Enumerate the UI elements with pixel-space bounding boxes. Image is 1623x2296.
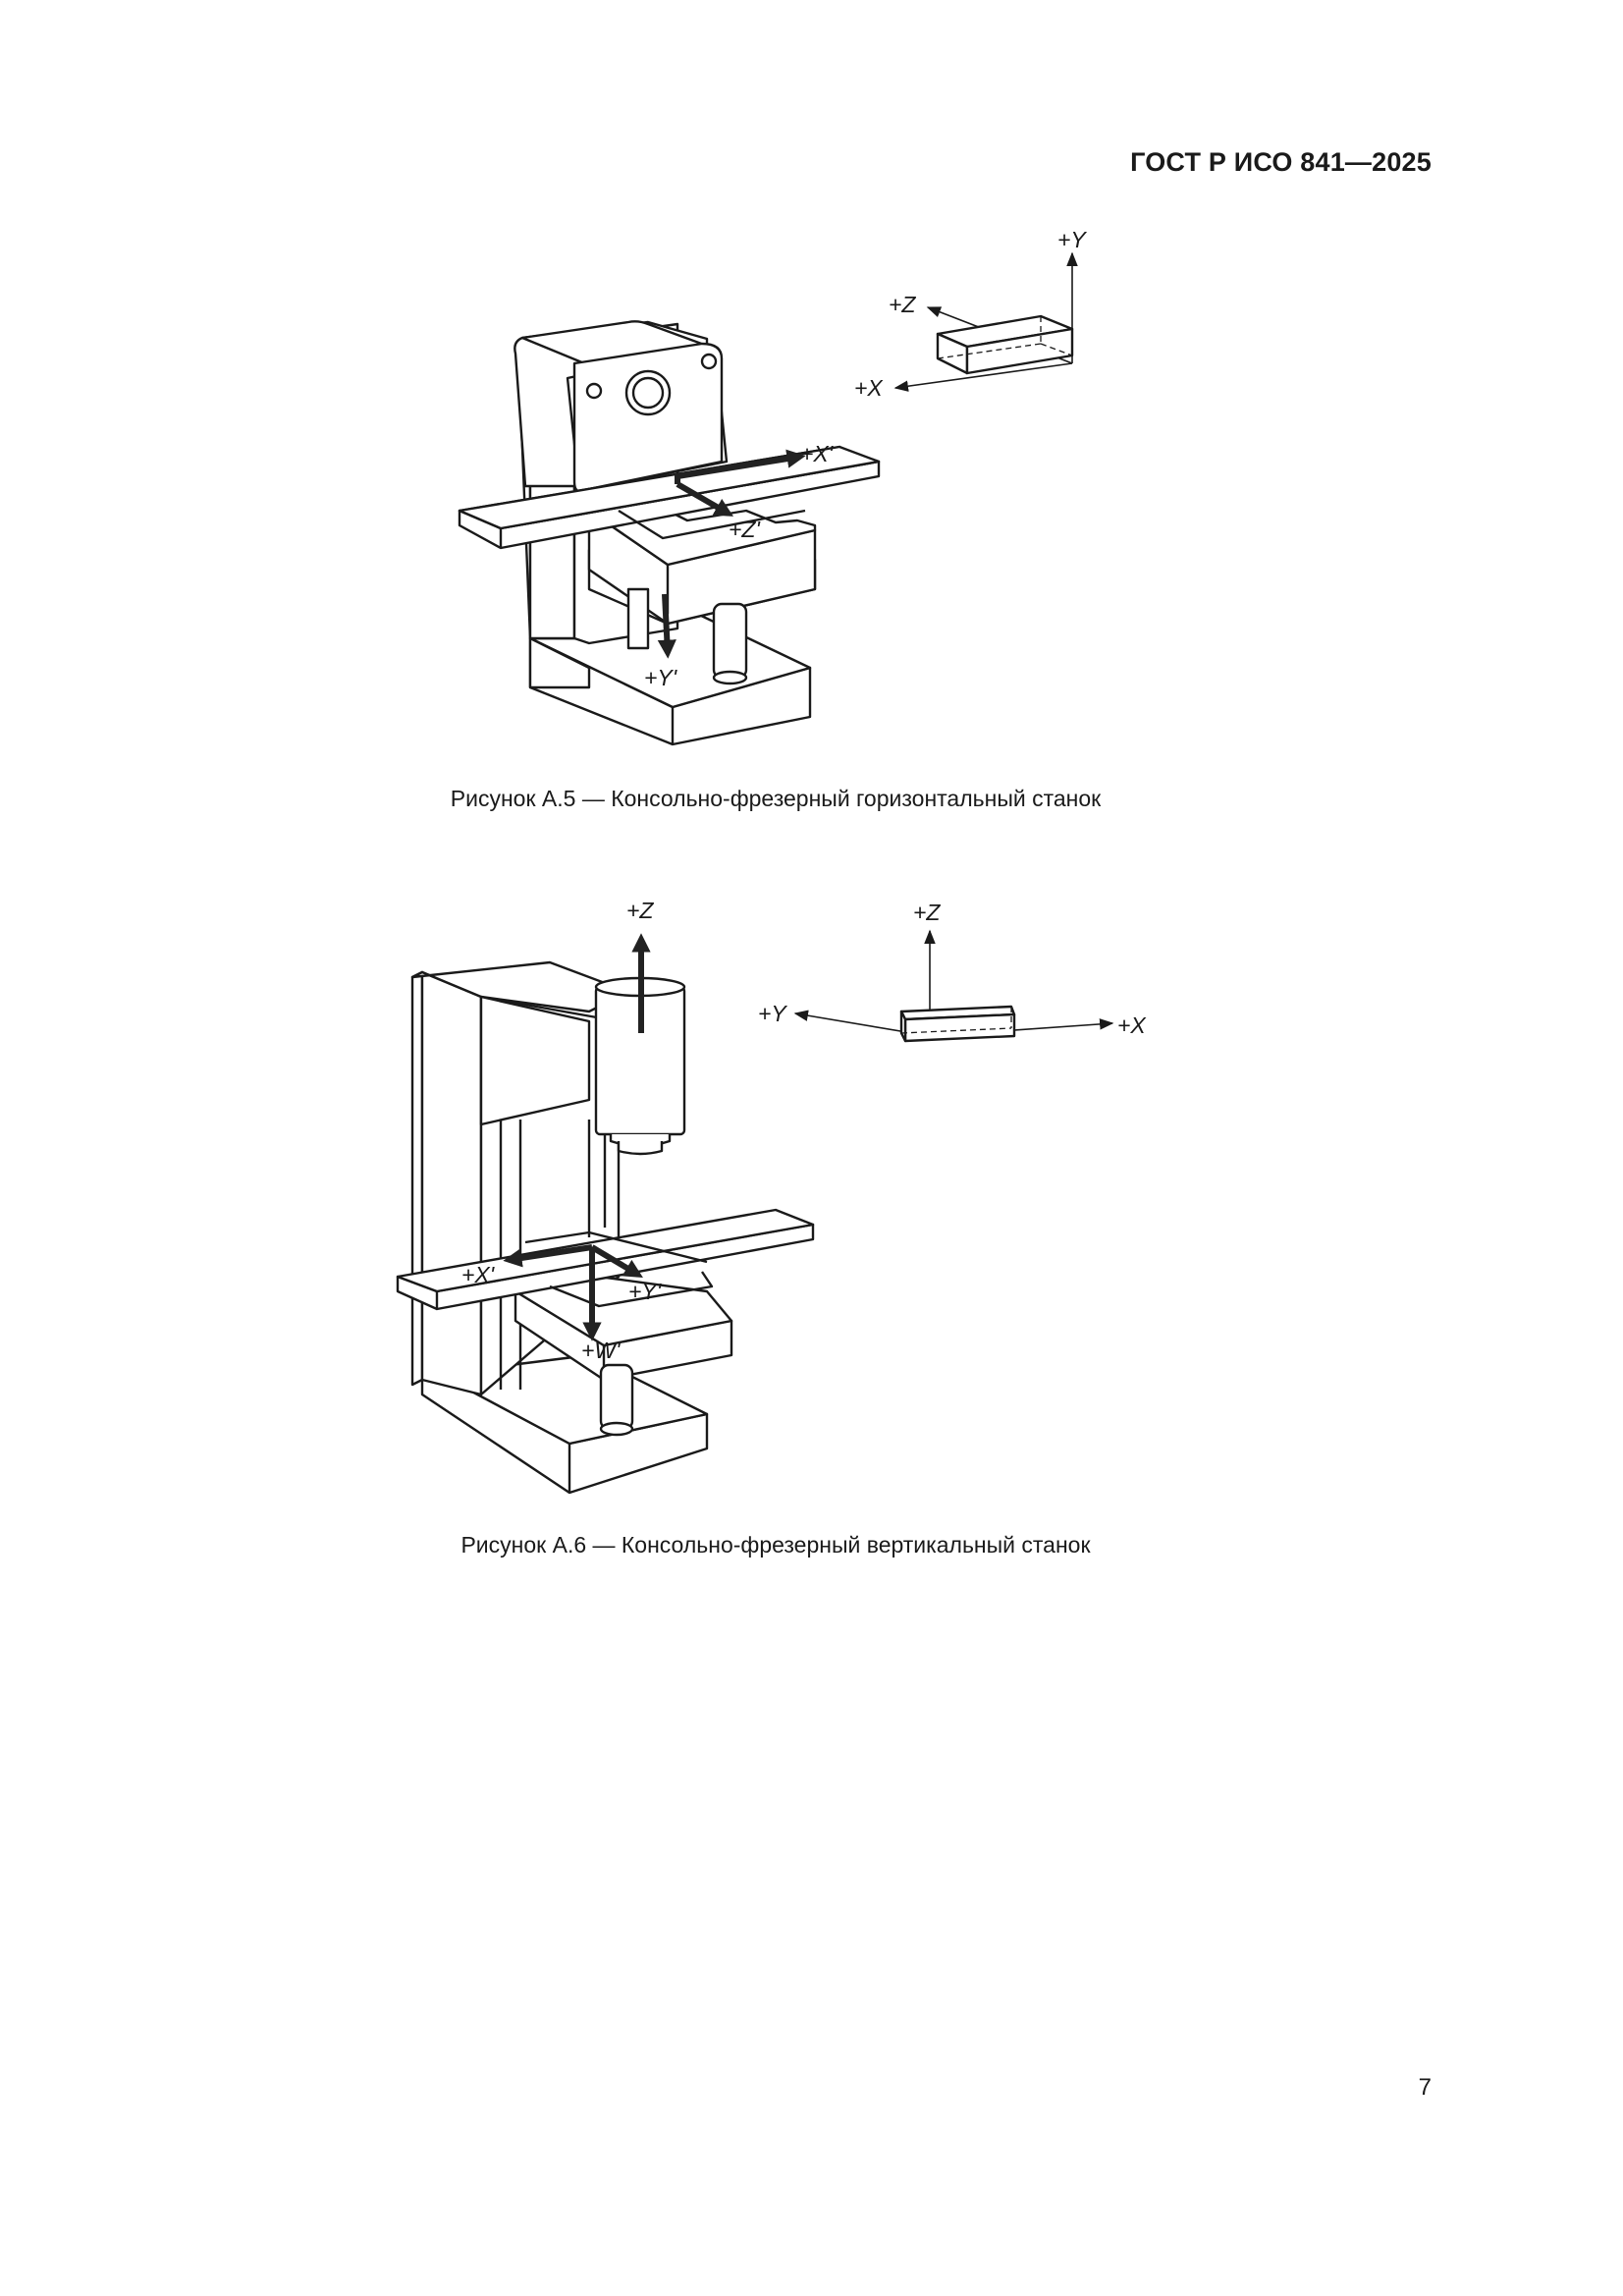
a6-axis-label-x: +X [1117, 1012, 1146, 1038]
a6-label-z: +Z [626, 898, 654, 923]
standard-header: ГОСТ Р ИСО 841—2025 [1130, 147, 1432, 177]
a5-axis-label-y: +Y [1057, 227, 1086, 252]
a6-axis-label-z: +Z [913, 900, 941, 925]
page-number: 7 [1418, 2074, 1432, 2101]
a5-label-x-prime: +X' [800, 441, 834, 466]
a5-label-z-prime: +Z' [729, 517, 760, 542]
a6-coordinate-axes [795, 931, 1112, 1041]
a5-axis-label-x: +X [854, 375, 883, 401]
a5-label-y-prime: +Y' [644, 665, 677, 690]
figure-a5-caption: Рисунок А.5 — Консольно-фрезерный горизонтальный станок [450, 786, 1102, 811]
a6-label-w-prime: +W' [581, 1338, 621, 1363]
a6-label-y-prime: +Y' [628, 1279, 662, 1304]
a5-axis-label-z: +Z [889, 292, 916, 317]
a6-label-x-prime: +X' [461, 1262, 495, 1287]
a6-axis-label-y: +Y [758, 1001, 786, 1026]
figure-a6-caption: Рисунок А.6 — Консольно-фрезерный вертикальный станок [460, 1532, 1091, 1558]
